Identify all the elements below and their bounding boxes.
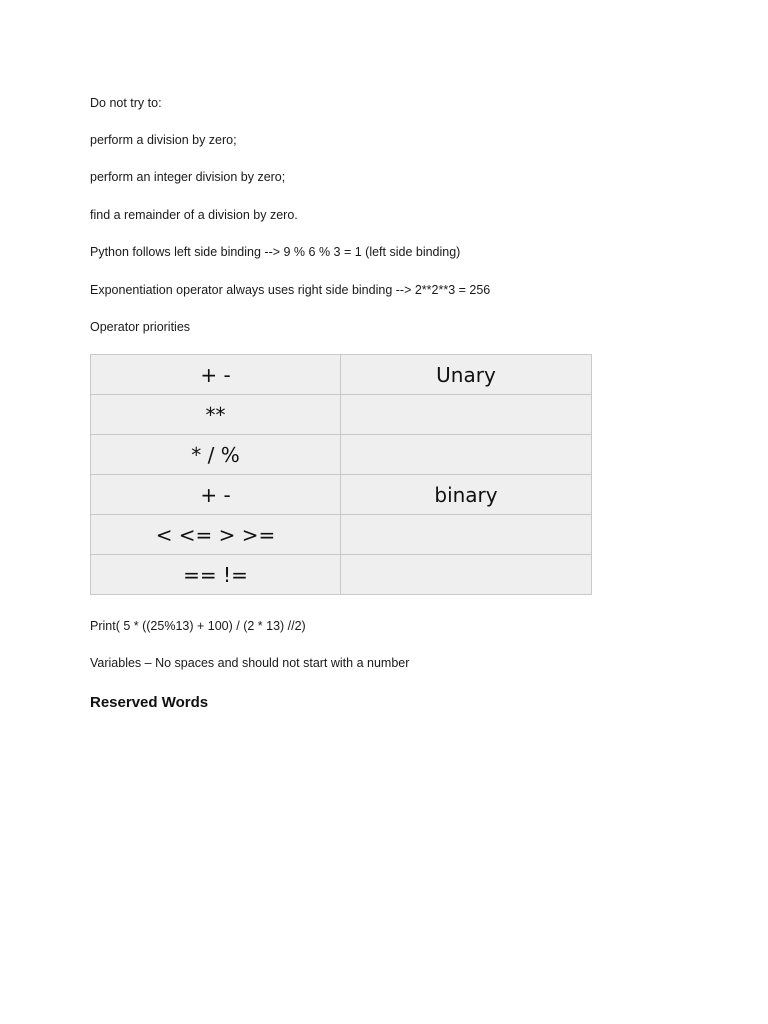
print-expression: Print( 5 * ((25%13) + 100) / (2 * 13) //2): [90, 619, 306, 633]
rule-remainder-by-zero: find a remainder of a division by zero.: [90, 208, 298, 222]
reserved-words-heading: Reserved Words: [90, 694, 209, 711]
operator-cell: + -: [91, 355, 341, 395]
table-row: [91, 555, 592, 595]
table-row: [91, 395, 592, 435]
operator-cell: == !=: [91, 555, 341, 595]
intro-line: Do not try to:: [90, 96, 162, 110]
operator-kind-cell: [341, 515, 592, 555]
operator-cell: < <= > >=: [91, 515, 341, 555]
variables-rule: Variables – No spaces and should not start with a number: [90, 656, 410, 670]
operator-cell: + -: [91, 475, 341, 515]
table-row: [91, 435, 592, 475]
table-row: [91, 515, 592, 555]
operator-priority-table: [90, 354, 592, 595]
left-binding-note: Python follows left side binding --> 9 % 6 % 3 = 1 (left side binding): [90, 245, 461, 259]
operator-cell: * / %: [91, 435, 341, 475]
operator-cell: **: [91, 395, 341, 435]
rule-integer-division-by-zero: perform an integer division by zero;: [90, 170, 286, 184]
operator-kind-cell: [341, 435, 592, 475]
operator-kind-cell: [341, 555, 592, 595]
rule-division-by-zero: perform a division by zero;: [90, 133, 237, 147]
operator-kind-cell: binary: [341, 475, 592, 515]
operator-kind-cell: [341, 395, 592, 435]
table-row: [91, 475, 592, 515]
operator-priorities-label: Operator priorities: [90, 320, 191, 334]
operator-kind-cell: Unary: [341, 355, 592, 395]
table-row: [91, 355, 592, 395]
right-binding-note: Exponentiation operator always uses right side binding --> 2**2**3 = 256: [90, 283, 491, 297]
